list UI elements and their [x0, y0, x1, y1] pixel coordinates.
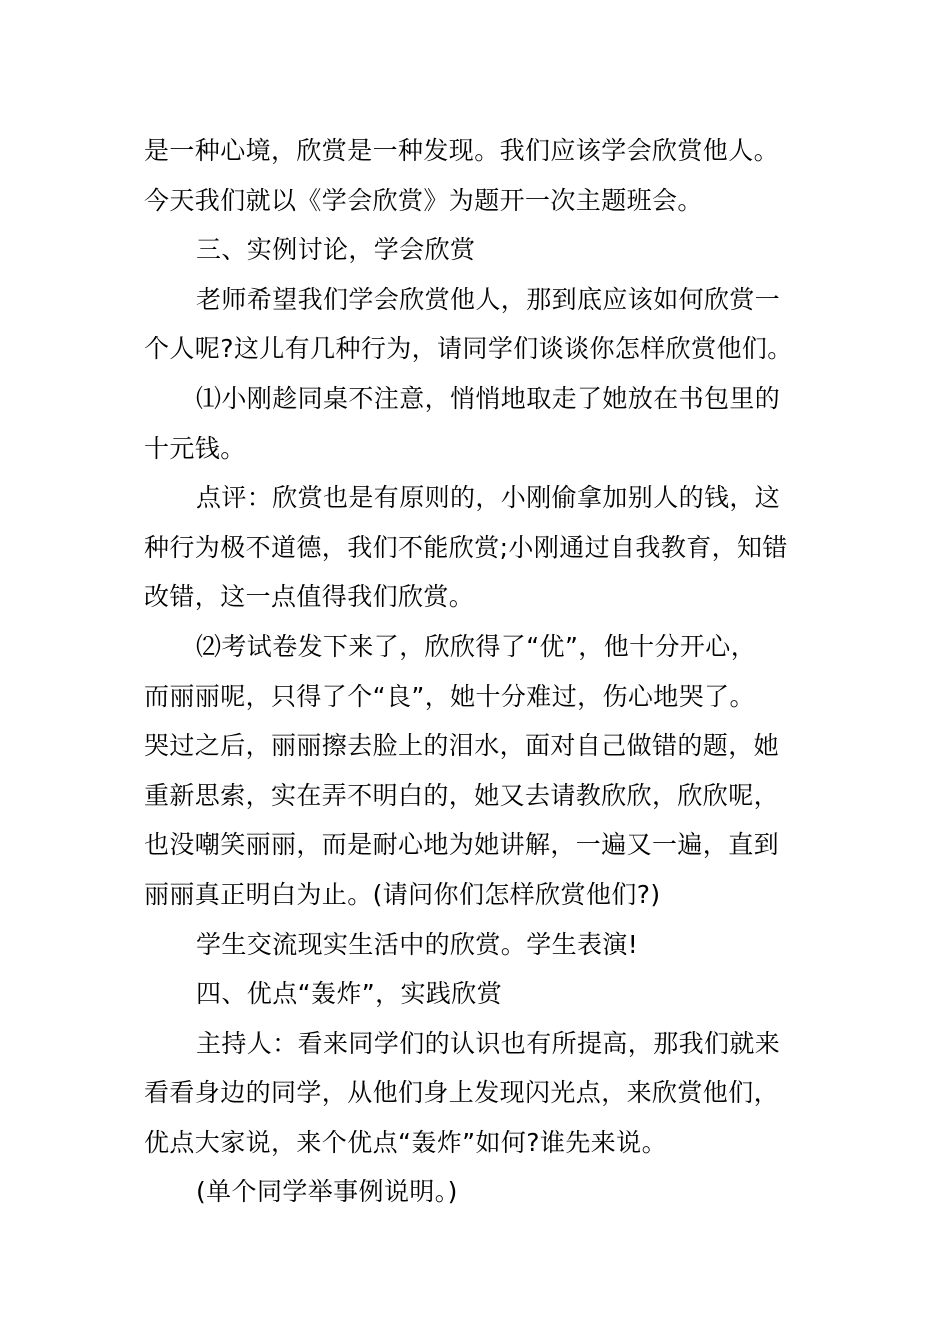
text-line: 今天我们就以《学会欣赏》为题开一次主题班会。: [144, 185, 703, 215]
paragraph-start: 老师希望我们学会欣赏他人，那到底应该如何欣赏一: [196, 284, 781, 314]
document-body: [144, 126, 814, 1217]
text-line: 重新思索，实在弄不明白的，她又去请教欣欣，欣欣呢，: [144, 780, 780, 810]
section-heading: 三、实例讨论，学会欣赏: [196, 235, 476, 265]
paragraph-start: 主持人：看来同学们的认识也有所提高，那我们就来: [196, 1028, 781, 1058]
paragraph-start: 点评：欣赏也是有原则的，小刚偷拿加别人的钱，这: [196, 483, 781, 513]
paragraph-start: ⑵考试卷发下来了，欣欣得了“优”，他十分开心，: [196, 631, 757, 661]
text-line: 种行为极不道德，我们不能欣赏;小刚通过自我教育，知错: [144, 532, 788, 562]
text-line: 是一种心境，欣赏是一种发现。我们应该学会欣赏他人。: [144, 136, 780, 165]
text-line: 十元钱。: [144, 433, 246, 463]
text-line: 个人呢?这儿有几种行为，请同学们谈谈你怎样欣赏他们。: [144, 334, 793, 364]
text-line: 丽丽真正明白为止。(请问你们怎样欣赏他们?): [144, 879, 661, 909]
section-heading: 四、优点“轰炸”，实践欣赏: [196, 979, 503, 1009]
text-line: 也没嘲笑丽丽，而是耐心地为她讲解，一遍又一遍，直到: [144, 830, 780, 860]
text-line: 哭过之后，丽丽擦去脸上的泪水，面对自己做错的题，她: [144, 731, 780, 761]
text-line: 看看身边的同学，从他们身上发现闪光点，来欣赏他们，: [144, 1078, 780, 1108]
text-line: 优点大家说，来个优点“轰炸”如何?谁先来说。: [144, 1127, 667, 1157]
text-line: 而丽丽呢，只得了个“良”，她十分难过，伤心地哭了。: [144, 681, 755, 711]
paragraph-start: ⑴小刚趁同桌不注意，悄悄地取走了她放在书包里的: [196, 383, 781, 413]
paragraph-start: 学生交流现实生活中的欣赏。学生表演!: [196, 929, 639, 959]
paragraph-start: (单个同学举事例说明。): [196, 1177, 458, 1207]
text-line: 改错，这一点值得我们欣赏。: [144, 582, 475, 612]
